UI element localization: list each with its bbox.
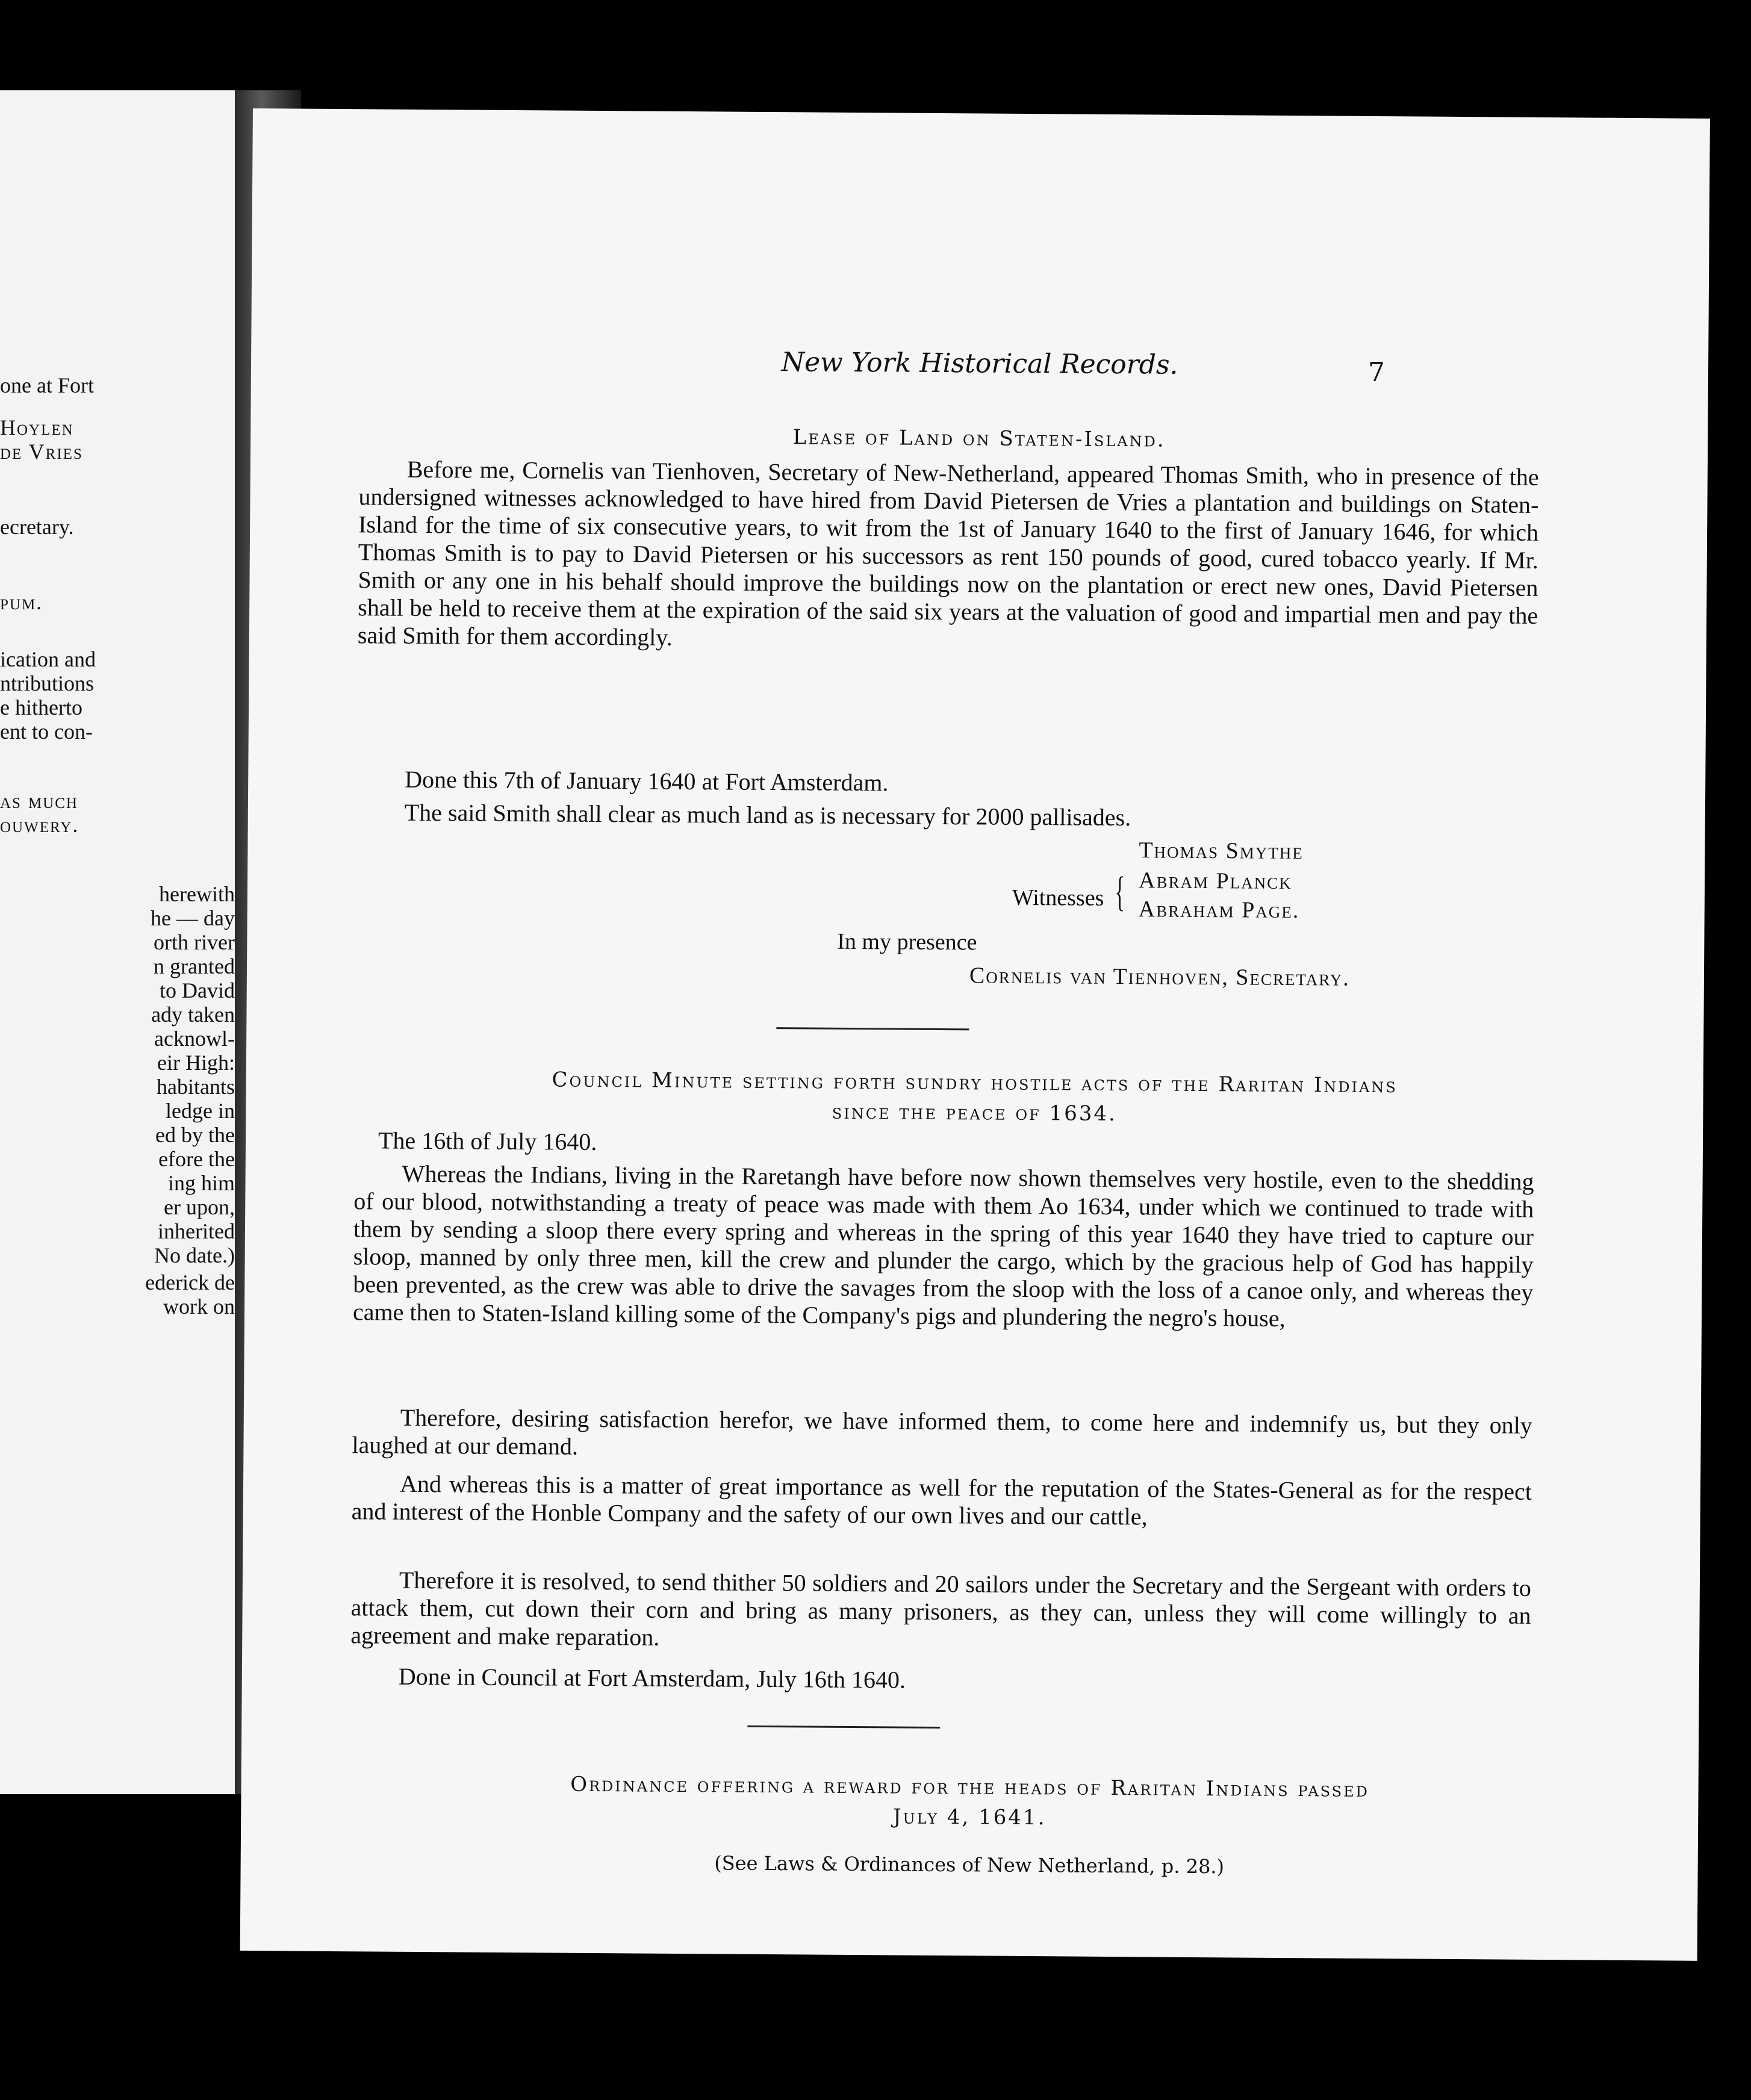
facing-page-line: acknowl- [154,1027,235,1051]
ordinance-heading-line2: July 4, 1641. [892,1804,1047,1830]
facing-page-line: work on [163,1294,235,1319]
facing-page-line: pum. [0,590,43,614]
witness-name: Thomas Smythe [1139,837,1304,865]
lease-done-line: Done this 7th of January 1640 at Fort Amsterdam. [405,765,889,797]
lease-heading: Lease of Land on Staten-Island. [792,425,1166,452]
lease-body: Before me, Cornelis van Tienhoven, Secretary of New-Netherland, appeared Thomas Smith, who in presence of the undersigned witnesses acknowledged to have hired from David Pietersen de Vries a plantation and buildings on Staten-Island for the time of six consecutive years, to wit from the 1st of January 1640 to the first of January 1646, for which Thomas Smith is to pay to David Pietersen or his successors as rent 150 pounds of good, cured tobacco yearly. If Mr. Smith or any one in his behalf should improve the buildings now on the plantation or erect new ones, David Pietersen shall be held to receive them at the expiration of the said six years at the valuation of good and impartial men and pay the said Smith for them accordingly. [357,455,1539,651]
witness-name: Abram Planck [1138,868,1292,895]
facing-page-line: ederick de [145,1270,235,1294]
council-heading-line1: Council Minute setting forth sundry hostile acts of the Raritan Indians [552,1067,1398,1098]
facing-page-line: ady taken [151,1002,235,1027]
lease-clear-line: The said Smith shall clear as much land as is necessary for 2000 pallisades. [404,798,1131,831]
running-header: New York Historical Records. [781,347,1178,381]
facing-page-line: ntributions [0,671,95,695]
facing-page-line: de Vries [0,440,83,464]
facing-page-line: No date.) [154,1243,235,1267]
facing-page-line: habitants [157,1075,235,1099]
section-divider [776,1027,969,1030]
facing-page-line: er upon, [164,1195,235,1219]
facing-page-line: ent to con- [0,719,93,744]
facing-page-line: orth river [154,930,235,954]
council-heading-line2: since the peace of 1634. [832,1099,1118,1126]
council-done-line: Done in Council at Fort Amsterdam, July 16th 1640. [398,1662,906,1694]
brace-symbol: { [1115,869,1125,916]
facing-page-line: one at Fort [0,373,94,397]
facing-page-line: Hoylen [0,415,74,440]
facing-page-line: as much [0,789,78,813]
council-paragraph-2: Therefore, desiring satisfaction herefor, we have informed them, to come here and indemnify us, but they only laughed at our demand. [352,1403,1532,1460]
council-paragraph-3: And whereas this is a matter of great importance as well for the reputation of the States-General as for the respect and interest of the Honble Company and the safety of our own lives and our cattle, [351,1470,1532,1530]
presence-line: In my presence [837,928,977,955]
facing-page-line: ing him [167,1171,235,1195]
page-number: 7 [1367,356,1386,388]
facing-page-line: he — day [151,906,235,930]
council-paragraph-4: Therefore it is resolved, to send thither 50 soldiers and 20 sailors under the Secretary and the Sergeant with orders to attack them, cut down their corn and bring as many prisoners, as they can, unless they will come willingly to an agreement and make reparation. [350,1566,1532,1651]
facing-page-line: e hitherto [0,695,82,719]
facing-page-line: ed by the [155,1123,235,1147]
facing-page-line: efore the [158,1147,235,1171]
ordinance-heading-line1: Ordinance offering a reward for the heads of Raritan Indians passed [570,1772,1370,1803]
document-page [240,108,1710,1961]
ordinance-note: (See Laws & Ordinances of New Netherland, p. 28.) [714,1851,1225,1878]
facing-page-line: ouwery. [0,813,79,837]
witnesses-label-text: Witnesses [1012,884,1104,911]
witness-name: Abraham Page. [1138,896,1300,924]
council-date: The 16th of July 1640. [378,1126,597,1156]
secretary-signature: Cornelis van Tienhoven, Secretary. [969,963,1350,991]
facing-page-line: ecretary. [0,515,74,539]
facing-page-line: ledge in [166,1099,235,1123]
facing-page [0,90,235,1794]
section-divider [747,1726,940,1729]
council-paragraph-1: Whereas the Indians, living in the Raretangh have before now shown themselves very hostile, even to the shedding of our blood, notwithstanding a treaty of peace was made with them Ao 1634, under which we continued to trade with them by sending a sloop there every spring and whereas in the spring of this year 1640 they have tried to capture our sloop, manned by only three men, kill the crew and plunder the cargo, which by the gracious help of God has happily been prevented, as the crew was able to drive the savages from the sloop with the loss of a canoe only, and whereas they came then to Staten-Island killing some of the Company's pigs and plundering the negro's house, [352,1160,1534,1332]
facing-page-line: eir High: [157,1051,235,1075]
facing-page-line: to David [160,978,235,1002]
facing-page-line: herewith [159,882,235,906]
witnesses-label [1012,869,1130,916]
facing-page-line: n granted [154,954,235,978]
facing-page-line: ication and [0,647,96,671]
facing-page-line: inherited [158,1219,235,1243]
